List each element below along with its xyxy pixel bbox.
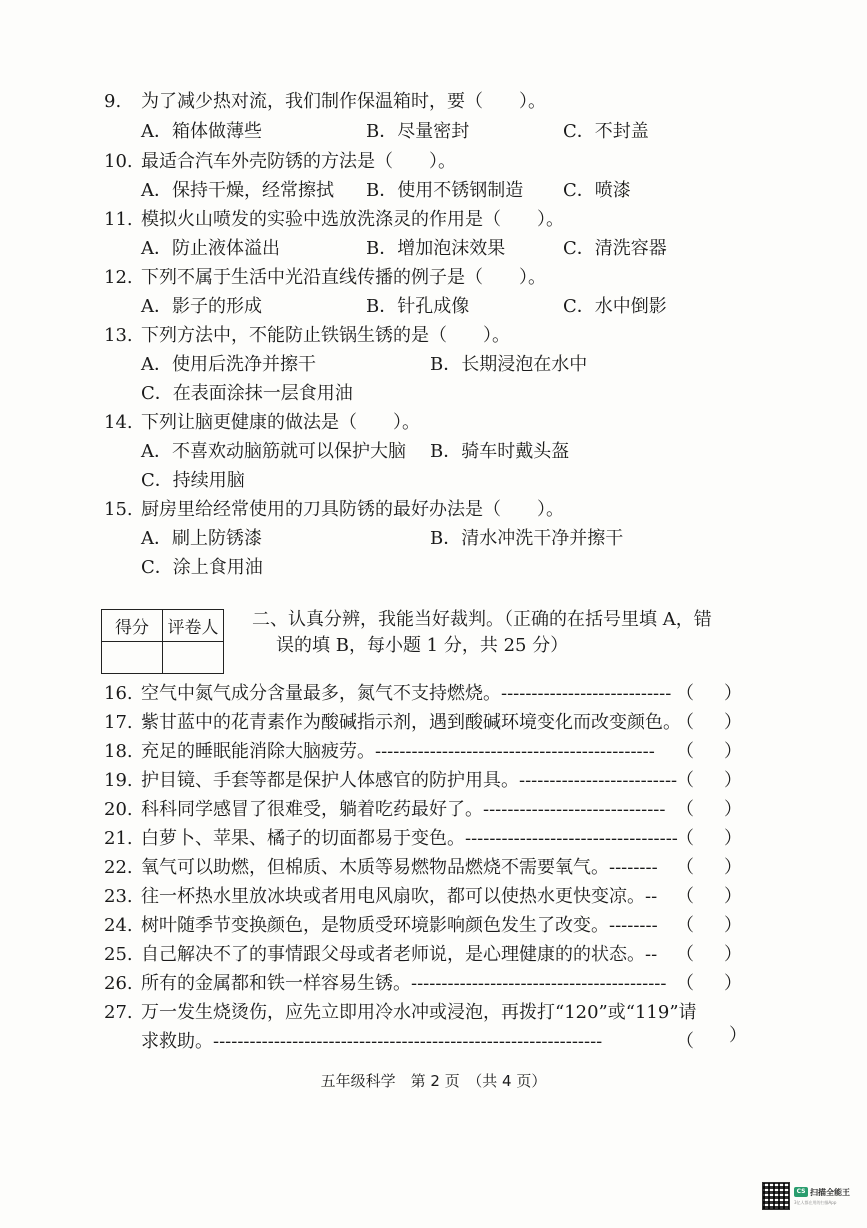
- tf-question-24: [0, 914, 867, 938]
- question-number: 23.: [104, 886, 133, 907]
- answer-paren-open: （: [676, 683, 694, 704]
- tf-question-20: [0, 798, 867, 822]
- answer-paren-close: ）: [724, 828, 742, 849]
- option-b: B．骑车时戴头盔: [430, 441, 570, 462]
- option-b: B．使用不锈钢制造: [366, 180, 524, 201]
- answer-paren-open: （: [676, 1031, 694, 1052]
- answer-paren-close: ）: [724, 683, 742, 704]
- option-b: B．增加泡沫效果: [366, 238, 506, 259]
- question-stem: 模拟火山喷发的实验中选放洗涤灵的作用是（ ）。: [141, 209, 564, 230]
- option-c: C．喷漆: [563, 180, 631, 201]
- answer-paren-open: （: [676, 915, 694, 936]
- option-a: A．保持干燥，经常擦拭: [141, 180, 334, 201]
- tf-question-17: [0, 711, 867, 735]
- tf-question-25: [0, 943, 867, 967]
- question-number: 15.: [104, 499, 133, 520]
- question-text: 树叶随季节变换颜色，是物质受环境影响颜色发生了改变。--------: [141, 915, 658, 936]
- cs-logo-icon: CS: [794, 1187, 808, 1197]
- question-text: 护目镜、手套等都是保护人体感官的防护用具。--------------------------: [141, 770, 678, 791]
- question-number: 13.: [104, 325, 133, 346]
- section-2-heading-line2: 误的填 B，每小题 1 分，共 25 分）: [276, 635, 569, 656]
- answer-paren-open: （: [676, 857, 694, 878]
- question-text: 所有的金属都和铁一样容易生锈。------------------------------------------: [141, 973, 667, 994]
- question-number: 11.: [104, 209, 133, 230]
- scanner-tagline: 3亿人都在用的扫描App: [794, 1199, 837, 1205]
- option-a: A．防止液体溢出: [141, 238, 280, 259]
- option-c: C．清洗容器: [563, 238, 667, 259]
- question-text-line2: 求救助。----------------------------------------------------------------: [141, 1031, 603, 1052]
- answer-paren-close: ）: [724, 973, 742, 994]
- question-number: 17.: [104, 712, 133, 733]
- score-cell: [102, 642, 163, 674]
- tf-question-21: [0, 827, 867, 851]
- option-a: A．使用后洗净并擦干: [141, 354, 316, 375]
- question-text: 自己解决不了的事情跟父母或者老师说，是心理健康的的状态。--: [141, 944, 658, 965]
- tf-question-23: [0, 885, 867, 909]
- tf-question-19: [0, 769, 867, 793]
- question-number: 10.: [104, 151, 133, 172]
- answer-paren-open: （: [676, 886, 694, 907]
- option-c: C．持续用脑: [141, 470, 245, 491]
- tf-question-26: [0, 972, 867, 996]
- question-number: 20.: [104, 799, 133, 820]
- score-table: [101, 609, 224, 674]
- question-text: 充足的睡眠能消除大脑疲劳。----------------------------------------------: [141, 741, 655, 762]
- answer-paren-open: （: [676, 770, 694, 791]
- question-number: 12.: [104, 267, 133, 288]
- question-number: 14.: [104, 412, 133, 433]
- answer-paren-close: ）: [724, 770, 742, 791]
- answer-paren-close: ）: [729, 1025, 747, 1046]
- answer-paren-open: （: [676, 741, 694, 762]
- tf-question-16: [0, 682, 867, 706]
- answer-paren-close: ）: [724, 944, 742, 965]
- question-text: 空气中氮气成分含量最多，氮气不支持燃烧。----------------------------: [141, 683, 672, 704]
- answer-paren-close: ）: [724, 857, 742, 878]
- qr-code-icon: [762, 1182, 790, 1210]
- question-number: 16.: [104, 683, 133, 704]
- question-stem: 下列让脑更健康的做法是（ ）。: [141, 412, 420, 433]
- question-number: 9.: [104, 91, 122, 112]
- option-b: B．清水冲洗干净并擦干: [430, 528, 624, 549]
- answer-paren-open: （: [676, 712, 694, 733]
- answer-paren-open: （: [676, 799, 694, 820]
- question-text: 往一杯热水里放冰块或者用电风扇吹，都可以使热水更快变凉。--: [141, 886, 658, 907]
- question-text: 白萝卜、苹果、橘子的切面都易于变色。-----------------------------------: [141, 828, 678, 849]
- answer-paren-open: （: [676, 828, 694, 849]
- option-c: C．涂上食用油: [141, 557, 263, 578]
- question-number: 22.: [104, 857, 133, 878]
- tf-question-18: [0, 740, 867, 764]
- scanner-watermark: [762, 1180, 854, 1212]
- option-c: C．在表面涂抹一层食用油: [141, 383, 353, 404]
- answer-paren-open: （: [676, 944, 694, 965]
- question-number: 25.: [104, 944, 133, 965]
- option-a: A．刷上防锈漆: [141, 528, 262, 549]
- question-number: 18.: [104, 741, 133, 762]
- question-number: 21.: [104, 828, 133, 849]
- option-c: C．不封盖: [563, 121, 649, 142]
- option-a: A．箱体做薄些: [141, 121, 262, 142]
- answer-paren-close: ）: [724, 886, 742, 907]
- question-number: 27.: [104, 1002, 133, 1023]
- question-stem: 厨房里给经常使用的刀具防锈的最好办法是（ ）。: [141, 499, 564, 520]
- option-b: B．长期浸泡在水中: [430, 354, 588, 375]
- question-number: 19.: [104, 770, 133, 791]
- grader-cell: [163, 642, 224, 674]
- grader-label: 评卷人: [163, 610, 224, 642]
- question-text-line1: 万一发生烧烫伤，应先立即用冷水冲或浸泡，再拨打“120”或“119”请: [141, 1002, 697, 1023]
- answer-paren-open: （: [676, 973, 694, 994]
- question-number: 24.: [104, 915, 133, 936]
- option-b: B．针孔成像: [366, 296, 470, 317]
- question-stem: 最适合汽车外壳防锈的方法是（ ）。: [141, 151, 456, 172]
- scanner-app-name: 扫描全能王: [810, 1187, 850, 1197]
- answer-paren-close: ）: [724, 712, 742, 733]
- page-footer: 五年级科学 第 2 页 （共 4 页）: [320, 1072, 547, 1090]
- option-a: A．影子的形成: [141, 296, 262, 317]
- option-a: A．不喜欢动脑筋就可以保护大脑: [141, 441, 406, 462]
- option-c: C．水中倒影: [563, 296, 667, 317]
- answer-paren-close: ）: [724, 799, 742, 820]
- answer-paren-close: ）: [724, 741, 742, 762]
- question-text: 科科同学感冒了很难受，躺着吃药最好了。------------------------------: [141, 799, 666, 820]
- question-text: 氧气可以助燃，但棉质、木质等易燃物品燃烧不需要氧气。--------: [141, 857, 658, 878]
- question-stem: 下列方法中，不能防止铁锅生锈的是（ ）。: [141, 325, 510, 346]
- score-label: 得分: [102, 610, 163, 642]
- question-stem: 为了减少热对流，我们制作保温箱时，要（ ）。: [141, 91, 546, 112]
- question-number: 26.: [104, 973, 133, 994]
- answer-paren-close: ）: [724, 915, 742, 936]
- question-stem: 下列不属于生活中光沿直线传播的例子是（ ）。: [141, 267, 546, 288]
- option-b: B．尽量密封: [366, 121, 470, 142]
- question-text: 紫甘蓝中的花青素作为酸碱指示剂，遇到酸碱环境变化而改变颜色。: [141, 712, 681, 733]
- section-2-heading-line1: 二、认真分辨，我能当好裁判。（正确的在括号里填 A，错: [252, 609, 712, 630]
- tf-question-22: [0, 856, 867, 880]
